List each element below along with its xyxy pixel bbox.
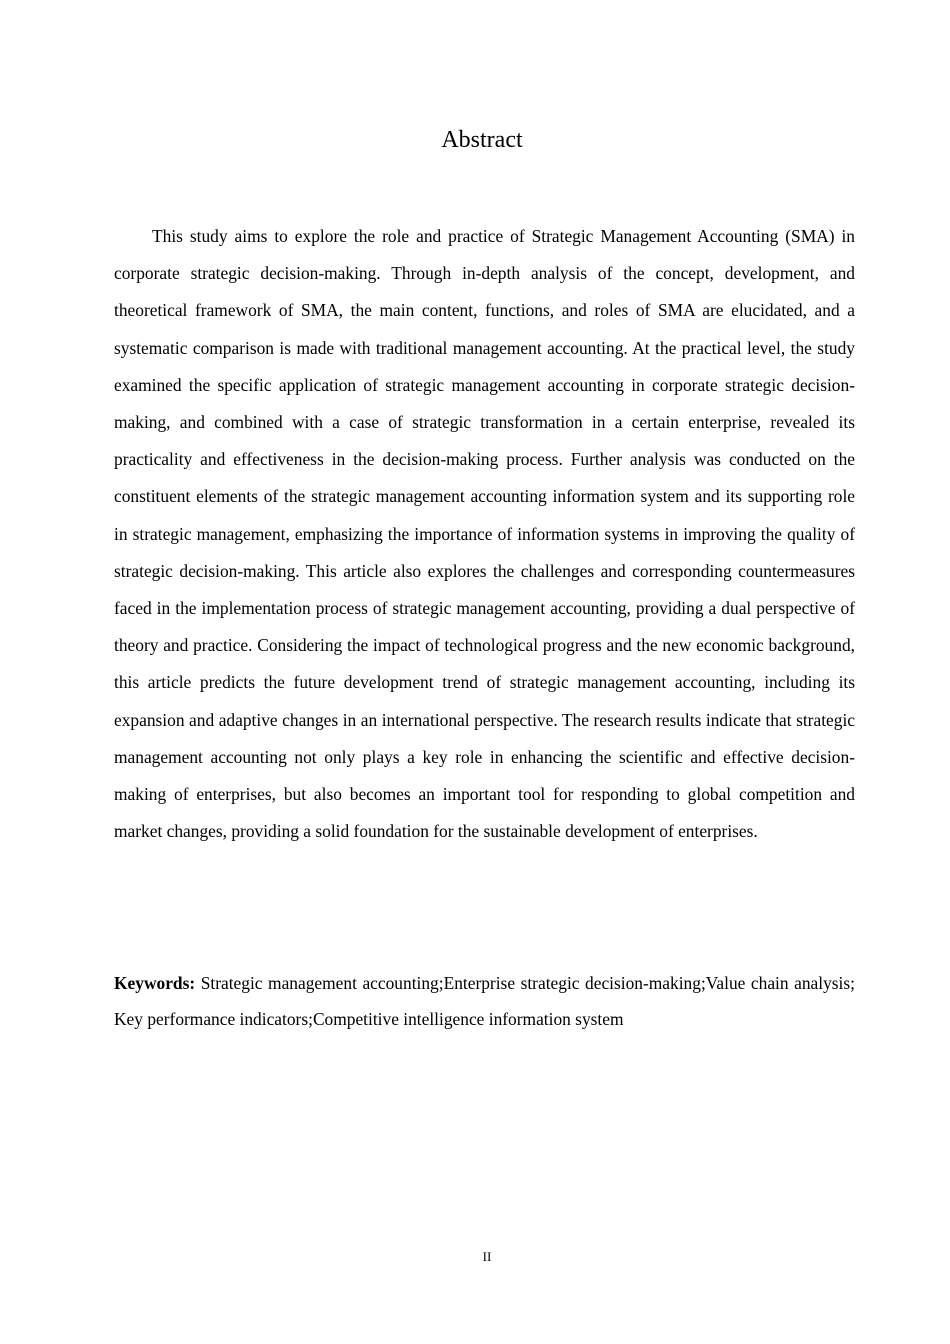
page-number: II xyxy=(482,1249,492,1264)
keywords-text: Strategic management accounting;Enterprise strategic decision-making;Value chain analysis; Key performance indicators;Competitive intelligence information system xyxy=(114,973,855,1029)
abstract-body: This study aims to explore the role and practice of Strategic Management Accounting (SMA) in corporate strategic decision-making. Through in-depth analysis of the concept, development, and theoretical framework of SMA, the main content, functions, and roles of SMA are elucidated, and a systematic comparison is made with traditional management accounting. At the practical level, the study examined the specific application of strategic management accounting in corporate strategic decision-making, and combined with a case of strategic transformation in a certain enterprise, revealed its practicality and effectiveness in the decision-making process. Further analysis was conducted on the constituent elements of the strategic management accounting information system and its supporting role in strategic management, emphasizing the importance of information systems in improving the quality of strategic decision-making. This article also explores the challenges and corresponding countermeasures faced in the implementation process of strategic management accounting, providing a dual perspective of theory and practice. Considering the impact of technological progress and the new economic background, this article predicts the future development trend of strategic management accounting, including its expansion and adaptive changes in an international perspective. The research results indicate that strategic management accounting not only plays a key role in enhancing the scientific and effective decision-making of enterprises, but also becomes an important tool for responding to global competition and market changes, providing a solid foundation for the sustainable development of enterprises. xyxy=(114,226,855,842)
page-title: Abstract xyxy=(441,127,523,153)
keywords-paragraph xyxy=(114,965,855,1037)
keywords-label: Keywords: xyxy=(114,973,196,993)
